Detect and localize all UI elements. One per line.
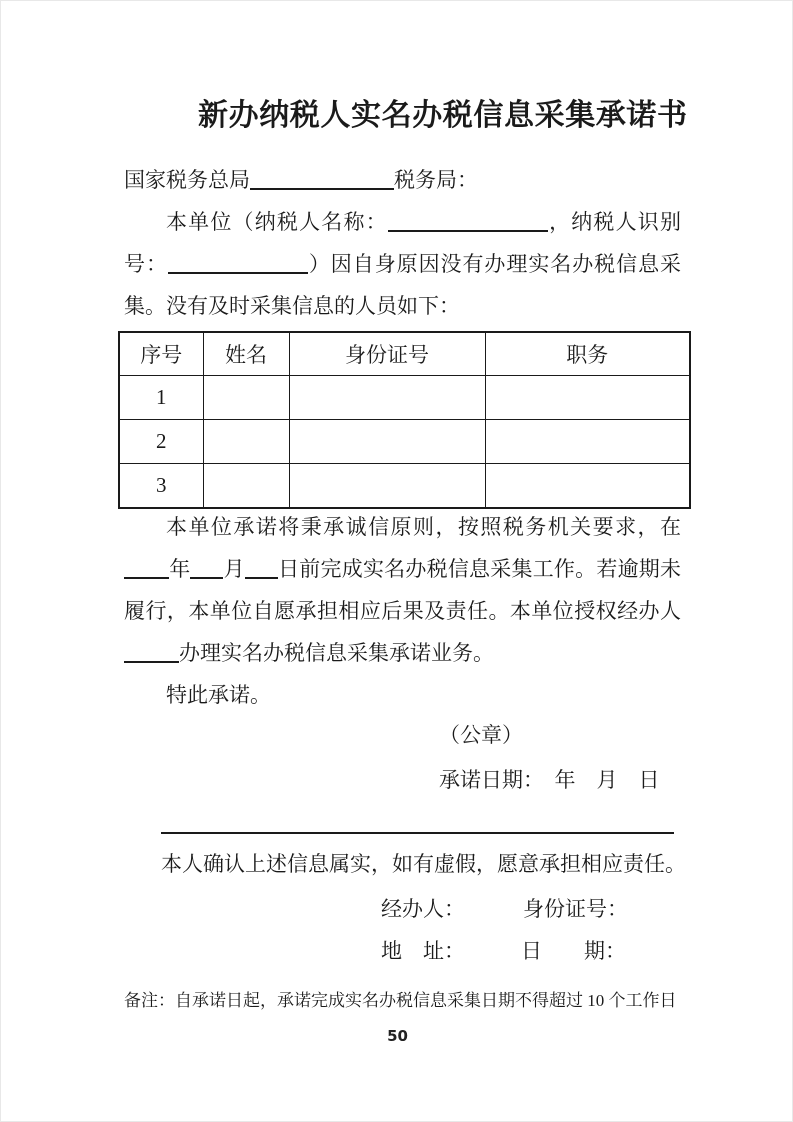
table-cell bbox=[203, 376, 289, 420]
salutation-suffix: 税务局： bbox=[394, 168, 478, 192]
address-label: 地 址： bbox=[381, 939, 465, 963]
table-cell: 1 bbox=[119, 376, 203, 420]
salutation-line bbox=[124, 159, 681, 201]
intro-line-2-post: ）因自身原因没有办理实名办税信息采 bbox=[307, 252, 682, 276]
date-label: 日 期： bbox=[521, 939, 626, 963]
agent-name-blank-field bbox=[124, 641, 179, 663]
table-header-cell-index: 序号 bbox=[119, 332, 203, 376]
table-header-row bbox=[119, 332, 690, 376]
intro-paragraph bbox=[124, 201, 681, 327]
salutation-prefix: 国家税务总局 bbox=[124, 168, 250, 192]
month-label: 月 bbox=[223, 557, 245, 581]
closing-line: 特此承诺。 bbox=[166, 683, 271, 707]
agent-label: 经办人： bbox=[381, 897, 465, 921]
page-number: 50 bbox=[387, 1027, 408, 1045]
note-line: 备注：自承诺日起，承诺完成实名办税信息采集日期不得超过 10 个工作日 bbox=[124, 991, 677, 1010]
table-cell bbox=[289, 420, 485, 464]
table-cell bbox=[203, 464, 289, 509]
taxpayer-id-blank-field bbox=[168, 252, 308, 274]
table-cell bbox=[203, 420, 289, 464]
table-row bbox=[119, 376, 690, 420]
document-title: 新办纳税人实名办税信息采集承诺书 bbox=[198, 99, 688, 132]
seal-label: （公章） bbox=[439, 723, 523, 747]
table-row bbox=[119, 464, 690, 509]
table-cell: 2 bbox=[119, 420, 203, 464]
personnel-table bbox=[118, 331, 691, 509]
intro-line-1-post: ，纳税人识别 bbox=[547, 210, 681, 234]
commitment-line-4-post: 办理实名办税信息采集承诺业务。 bbox=[179, 641, 494, 665]
bureau-blank-field bbox=[250, 168, 394, 190]
table-row bbox=[119, 420, 690, 464]
commitment-paragraph bbox=[124, 506, 681, 674]
table-cell bbox=[485, 464, 690, 509]
table-cell bbox=[289, 376, 485, 420]
intro-line-3: 集。没有及时采集信息的人员如下： bbox=[124, 294, 460, 318]
year-blank-field bbox=[124, 557, 169, 579]
month-blank-field bbox=[190, 557, 223, 579]
confirmation-line: 本人确认上述信息属实，如有虚假，愿意承担相应责任。 bbox=[161, 852, 686, 876]
day-blank-field bbox=[245, 557, 278, 579]
commitment-date-line: 承诺日期： 年 月 日 bbox=[439, 768, 660, 792]
intro-line-1-pre: 本单位（纳税人名称： bbox=[166, 210, 388, 234]
commitment-line-2 bbox=[124, 548, 681, 590]
commitment-line-2-post: 日前完成实名办税信息采集工作。若逾期未 bbox=[277, 557, 682, 581]
id-number-label: 身份证号： bbox=[523, 897, 628, 921]
taxpayer-name-blank-field bbox=[388, 210, 548, 232]
year-label: 年 bbox=[169, 557, 191, 581]
table-header-cell-position: 职务 bbox=[485, 332, 690, 376]
table-header-cell-idnumber: 身份证号 bbox=[289, 332, 485, 376]
table-cell bbox=[485, 376, 690, 420]
intro-line-1 bbox=[124, 201, 681, 243]
signature-divider bbox=[161, 832, 674, 834]
commitment-line-1: 本单位承诺将秉承诚信原则，按照税务机关要求，在 bbox=[166, 515, 681, 539]
table-header-cell-name: 姓名 bbox=[203, 332, 289, 376]
table-cell bbox=[485, 420, 690, 464]
intro-line-2 bbox=[124, 243, 681, 285]
table-cell: 3 bbox=[119, 464, 203, 509]
intro-line-2-pre: 号： bbox=[124, 252, 168, 276]
table-cell bbox=[289, 464, 485, 509]
commitment-line-4 bbox=[124, 632, 681, 674]
commitment-line-3: 履行，本单位自愿承担相应后果及责任。本单位授权经办人 bbox=[124, 599, 681, 623]
